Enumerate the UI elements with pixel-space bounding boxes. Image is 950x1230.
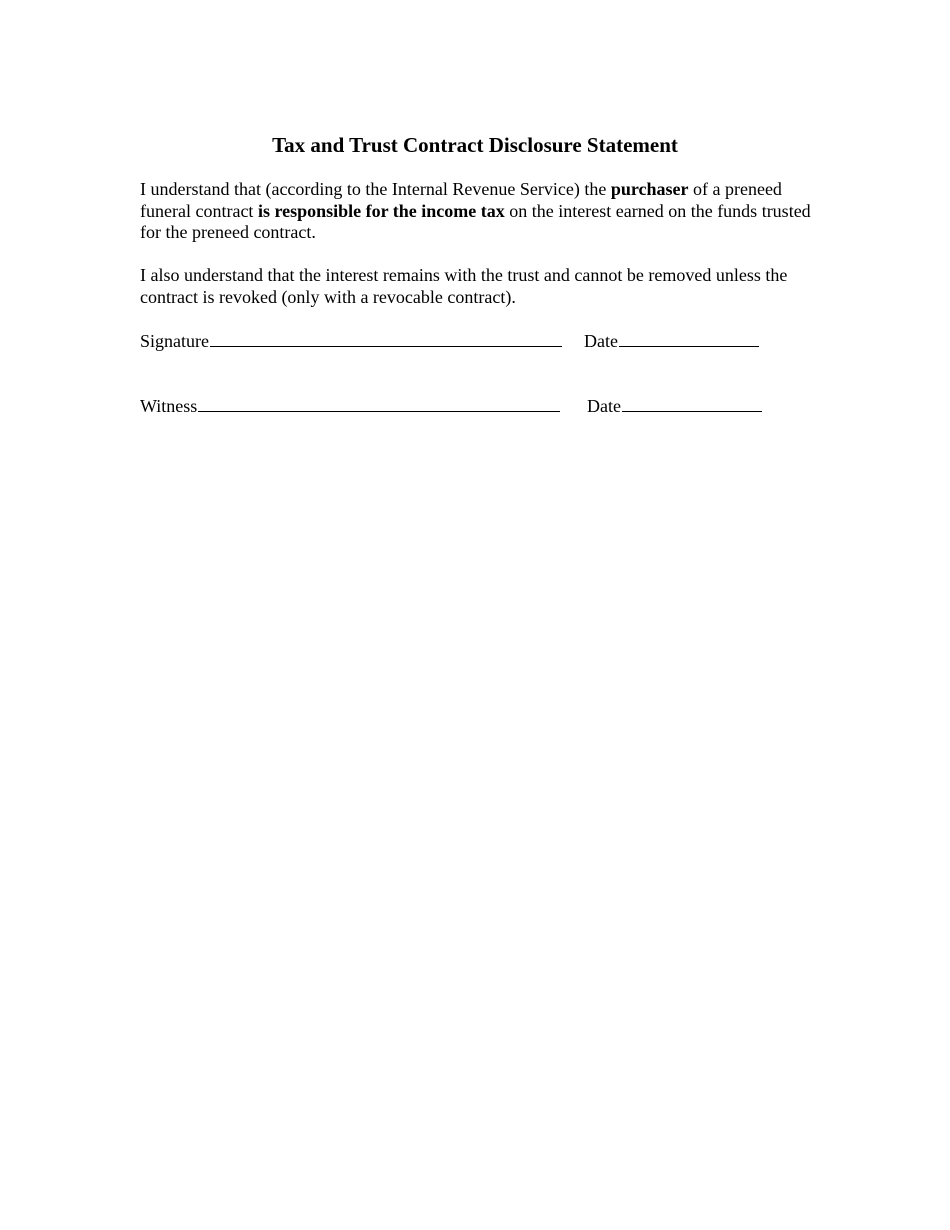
paragraph1-end: on the interest earned on the funds trusted for the preneed contract. [140,200,811,243]
witness-field[interactable] [140,394,560,417]
witness-date-label: Date [587,396,621,416]
tax-responsibility-paragraph [140,179,830,244]
signature-field[interactable] [140,329,562,352]
witness-label: Witness [140,396,198,416]
witness-date-line[interactable] [622,394,762,412]
signature-date-line[interactable] [619,329,759,347]
signature-date-label: Date [584,331,618,351]
signature-label: Signature [140,331,209,351]
witness-date-field[interactable] [587,394,762,417]
paragraph1-middle: of a preneed funeral contract [140,179,782,221]
signature-line[interactable] [210,329,562,347]
interest-trust-paragraph: I also understand that the interest remains with the trust and cannot be removed unless the contract is revoked (only with a revocable contract). [140,265,788,307]
responsibility-emphasis: is responsible for the income tax [257,200,505,221]
paragraph1-intro: I understand that (according to the Internal Revenue Service) the [140,179,611,199]
witness-line[interactable] [198,394,560,412]
signature-date-field[interactable] [584,329,759,352]
purchaser-emphasis: purchaser [610,179,689,199]
document-title: Tax and Trust Contract Disclosure Statement [272,133,678,157]
